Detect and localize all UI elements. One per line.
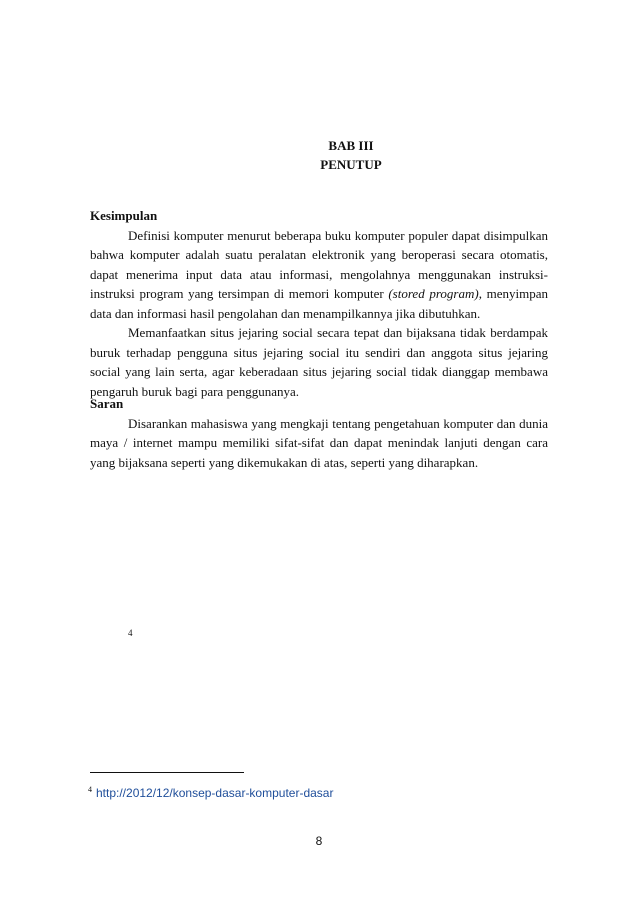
kesimpulan-paragraph-1-text: Definisi komputer menurut beberapa buku komputer populer dapat disimpulkan bahwa komputer adalah suatu peralatan elektronik yang beroperasi secara otomatis, dapat menerima input data atau informasi, mengolahnya menggunakan instruksi-instruksi program yang tersimpan di memori komputer — [90, 227, 548, 301]
footnote-marker: 4 — [128, 628, 133, 638]
chapter-heading — [90, 136, 548, 174]
saran-section — [90, 394, 548, 472]
stored-program-term: (stored program) — [388, 286, 479, 301]
chapter-title: PENUTUP — [320, 157, 382, 172]
saran-heading: Saran — [90, 396, 124, 411]
footnote-link[interactable]: http://2012/12/konsep-dasar-komputer-dasar — [96, 786, 334, 800]
kesimpulan-paragraph-2: Memanfaatkan situs jejaring social secara tepat dan bijaksana tidak berdampak buruk terhadap pengguna situs jejaring social itu sendiri dan anggota situs jejaring social yang lain serta, agar keberadaan situs jejaring social tidak dianggap membawa pengaruh buruk bagi para penggunanya. — [90, 325, 548, 399]
chapter-number: BAB III — [328, 138, 374, 153]
kesimpulan-section — [90, 206, 548, 401]
kesimpulan-paragraph-1-end: , menyimpan data dan informasi hasil pengolahan dan menampilkannya jika dibutuhkan. — [90, 286, 548, 321]
kesimpulan-heading: Kesimpulan — [90, 208, 158, 223]
page-number: 8 — [315, 834, 323, 848]
footnote-separator — [90, 772, 244, 773]
kesimpulan-paragraph-1 — [90, 226, 548, 324]
footnote-number: 4 — [88, 785, 92, 794]
saran-paragraph: Disarankan mahasiswa yang mengkaji tentang pengetahuan komputer dan dunia maya / internet mampu memiliki sifat-sifat dan dapat menindak lanjuti dengan cara yang bijaksana seperti yang dikemukakan di atas, seperti yang diharapkan. — [90, 415, 548, 470]
footnote — [88, 782, 333, 801]
